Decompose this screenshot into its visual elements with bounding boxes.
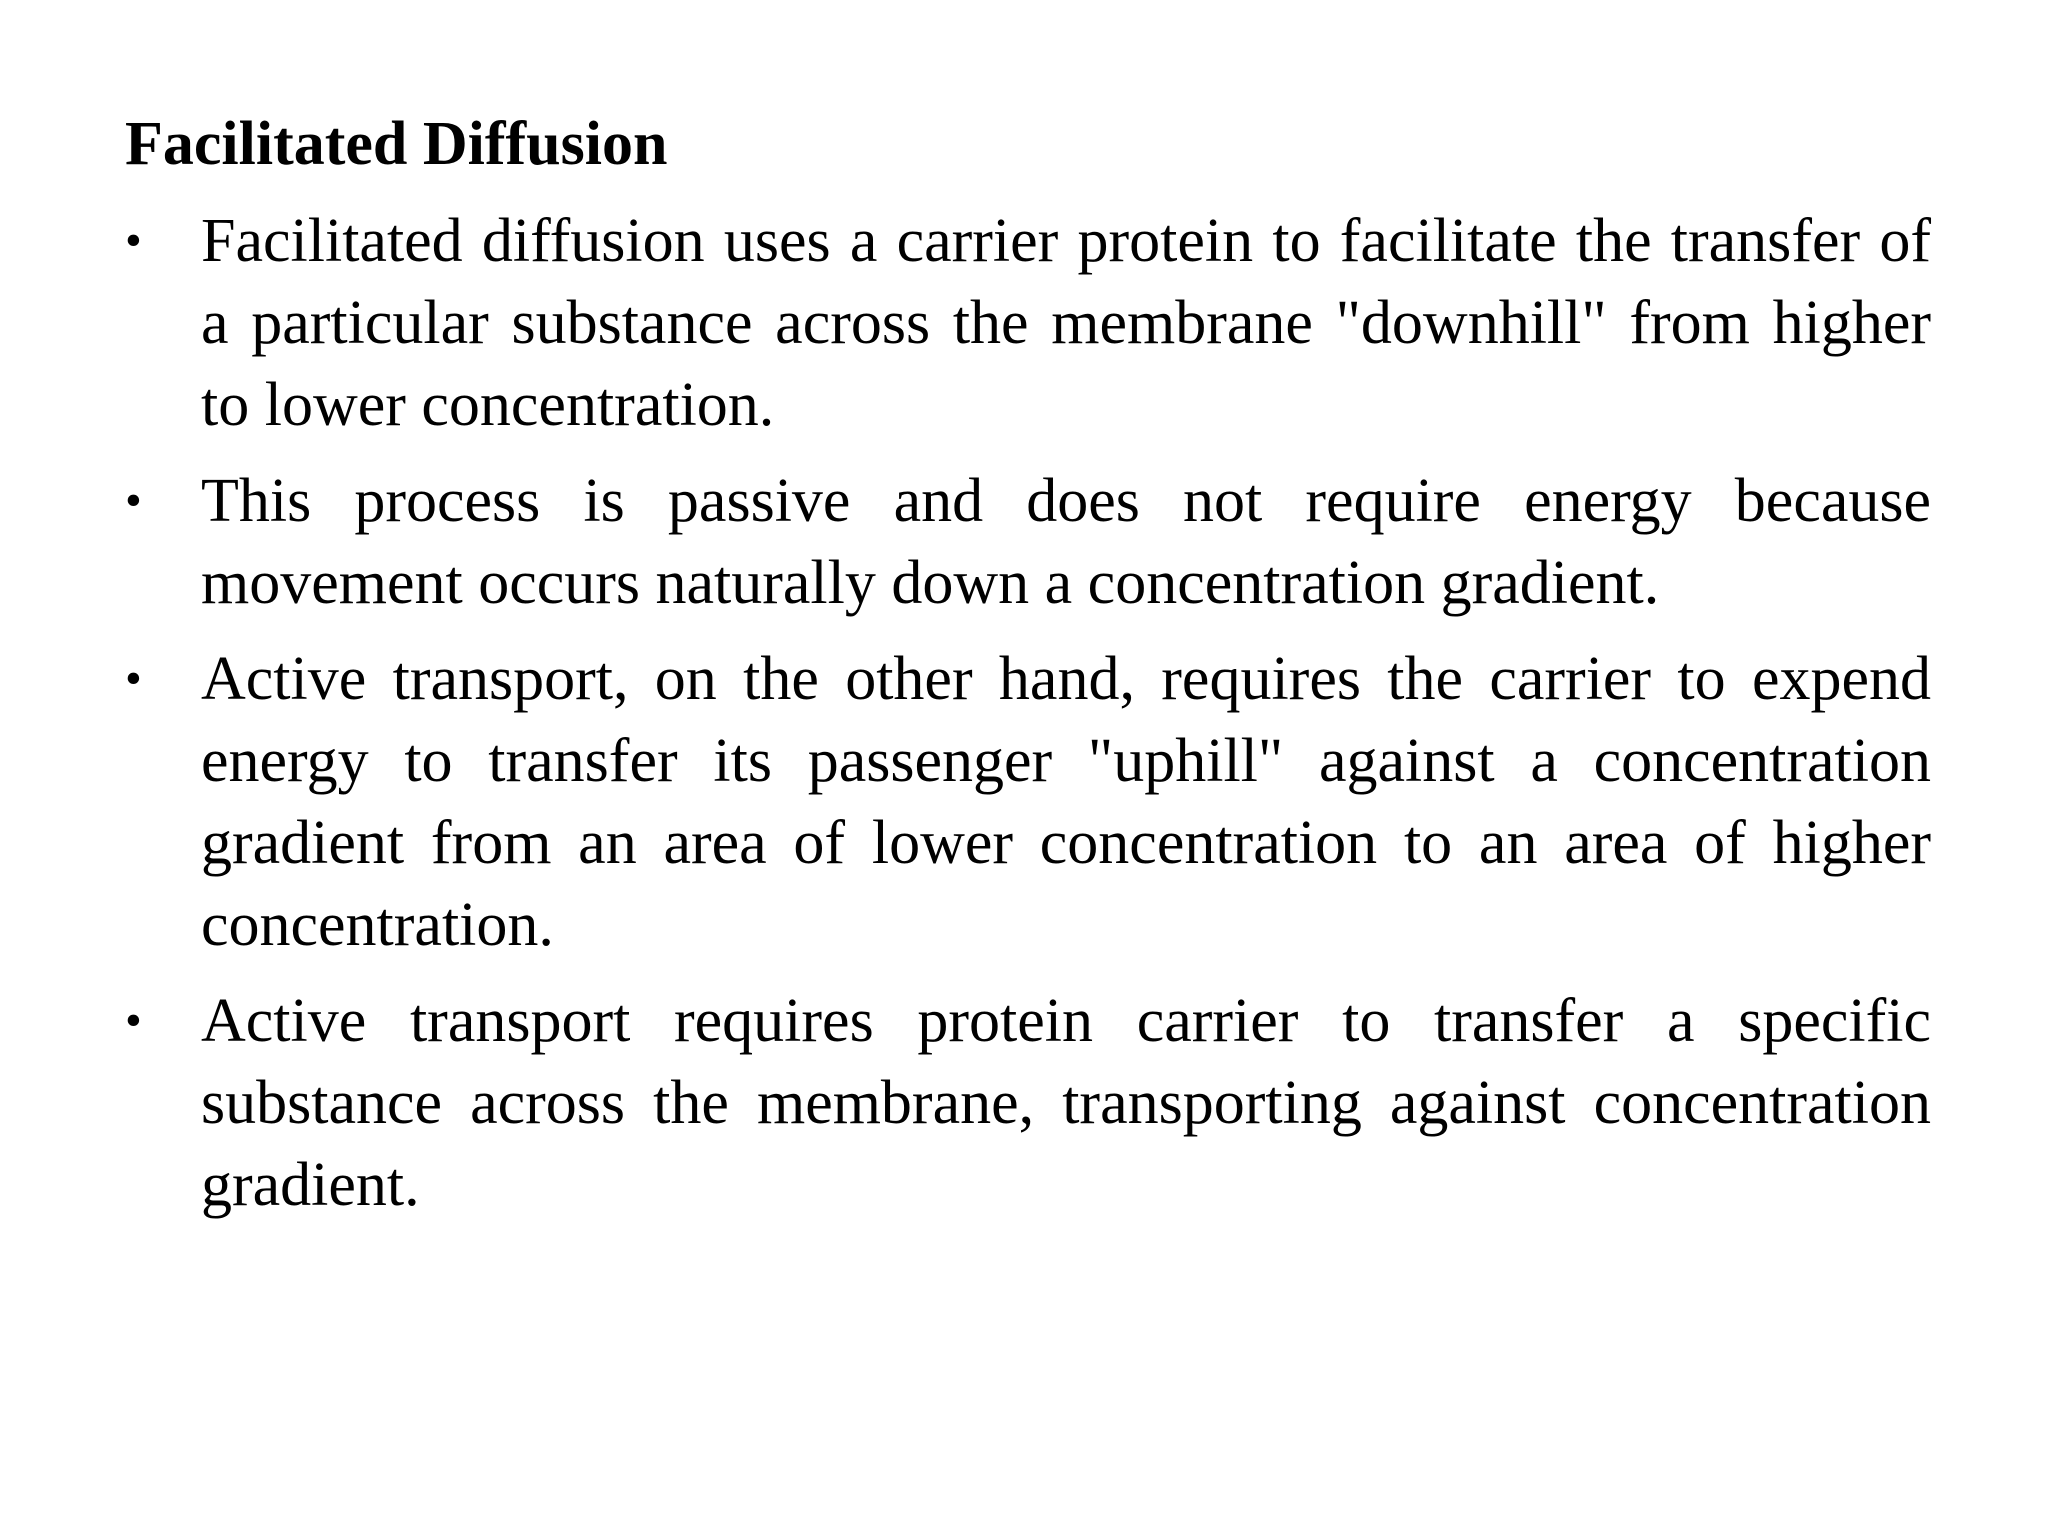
bullet-text: Active transport requires protein carrier to transfer a specific substance across the membrane, transporting against concentration gradient. [201, 987, 1931, 1219]
bullet-text: This process is passive and does not require energy because movement occurs naturally down a concentration gradient. [201, 467, 1931, 617]
bullet-list [125, 200, 1931, 1240]
bullet-item [125, 460, 1931, 624]
bullet-icon: • [125, 214, 142, 267]
bullet-text: Active transport, on the other hand, requires the carrier to expend energy to transfer its passenger "uphill" against a concentration gradient from an area of lower concentration to an area of higher concentration. [201, 645, 1931, 959]
bullet-item [125, 638, 1931, 966]
bullet-text: Facilitated diffusion uses a carrier protein to facilitate the transfer of a particular substance across the membrane "downhill" from higher to lower concentration. [201, 207, 1931, 439]
bullet-icon: • [125, 474, 142, 527]
slide-title: Facilitated Diffusion [125, 110, 668, 178]
bullet-item [125, 980, 1931, 1226]
bullet-icon: • [125, 652, 142, 705]
bullet-item [125, 200, 1931, 446]
bullet-icon: • [125, 994, 142, 1047]
